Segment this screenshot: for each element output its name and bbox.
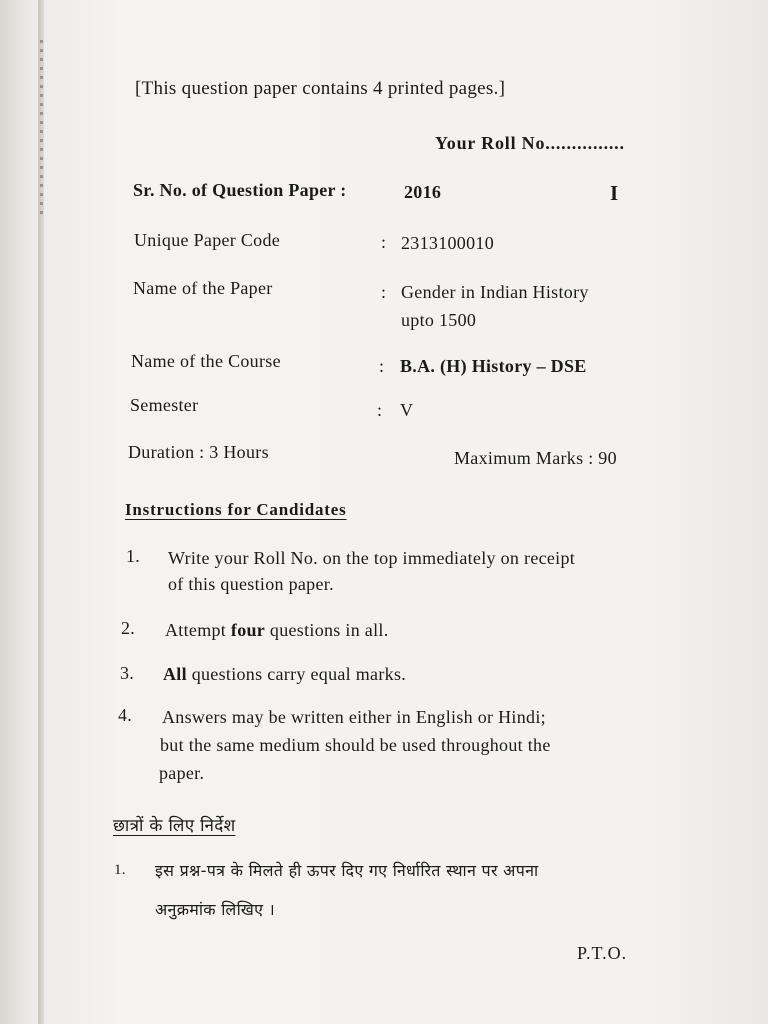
- instruction-2-pre: Attempt: [165, 620, 231, 640]
- instruction-2-bold: four: [230, 620, 266, 640]
- instruction-4-line-1: Answers may be written either in English or Hindi;: [162, 707, 546, 727]
- detail-label-course: Name of the Course: [131, 351, 281, 371]
- instruction-number: 3.: [120, 663, 135, 683]
- detail-value-semester: V: [400, 400, 414, 420]
- hindi-instruction-number: 1.: [114, 862, 126, 878]
- detail-label-paper-name: Name of the Paper: [133, 278, 273, 298]
- detail-sep: :: [379, 356, 385, 376]
- instruction-4-line-3: paper.: [159, 763, 205, 783]
- set-code: I: [610, 181, 619, 205]
- detail-value-course: B.A. (H) History – DSE: [400, 356, 587, 376]
- roll-no-field: Your Roll No...............: [435, 133, 625, 153]
- detail-label-semester: Semester: [130, 395, 199, 415]
- instruction-2: [165, 620, 389, 641]
- maximum-marks: Maximum Marks : 90: [454, 448, 617, 468]
- detail-value-paper-name: Gender in Indian History: [401, 282, 589, 302]
- sr-no-value: 2016: [404, 182, 442, 202]
- instruction-3-post: questions carry equal marks.: [186, 664, 407, 684]
- instruction-3-bold: All: [163, 664, 187, 684]
- detail-sep: :: [377, 400, 383, 420]
- instructions-heading: Instructions for Candidates: [125, 500, 347, 519]
- instruction-4-line-2: but the same medium should be used throughout the: [160, 735, 551, 755]
- instruction-1-line-1: Write your Roll No. on the top immediately on receipt: [168, 548, 576, 568]
- pto-note: P.T.O.: [577, 943, 628, 963]
- detail-value-paper-code: 2313100010: [401, 233, 494, 253]
- sr-no-label: Sr. No. of Question Paper :: [133, 180, 347, 200]
- instruction-1-line-2: of this question paper.: [168, 574, 334, 594]
- instruction-2-post: questions in all.: [265, 620, 389, 640]
- instruction-3: [163, 664, 406, 685]
- instruction-number: 2.: [121, 618, 136, 638]
- binding-marks: [40, 40, 43, 220]
- detail-value-paper-name-2: upto 1500: [401, 310, 477, 330]
- detail-label-paper-code: Unique Paper Code: [134, 230, 281, 250]
- pages-note: [This question paper contains 4 printed pages.]: [135, 78, 506, 99]
- instruction-number: 1.: [126, 546, 141, 566]
- instruction-number: 4.: [118, 705, 133, 725]
- duration: Duration : 3 Hours: [128, 442, 269, 462]
- hindi-instruction-1-line-1: इस प्रश्न-पत्र के मिलते ही ऊपर दिए गए निर्धारित स्थान पर अपना: [155, 861, 539, 880]
- detail-sep: :: [381, 232, 387, 252]
- hindi-instructions-heading: छात्रों के लिए निर्देश: [113, 816, 236, 836]
- detail-sep: :: [381, 282, 387, 302]
- hindi-instruction-1-line-2: अनुक्रमांक लिखिए ।: [155, 900, 275, 919]
